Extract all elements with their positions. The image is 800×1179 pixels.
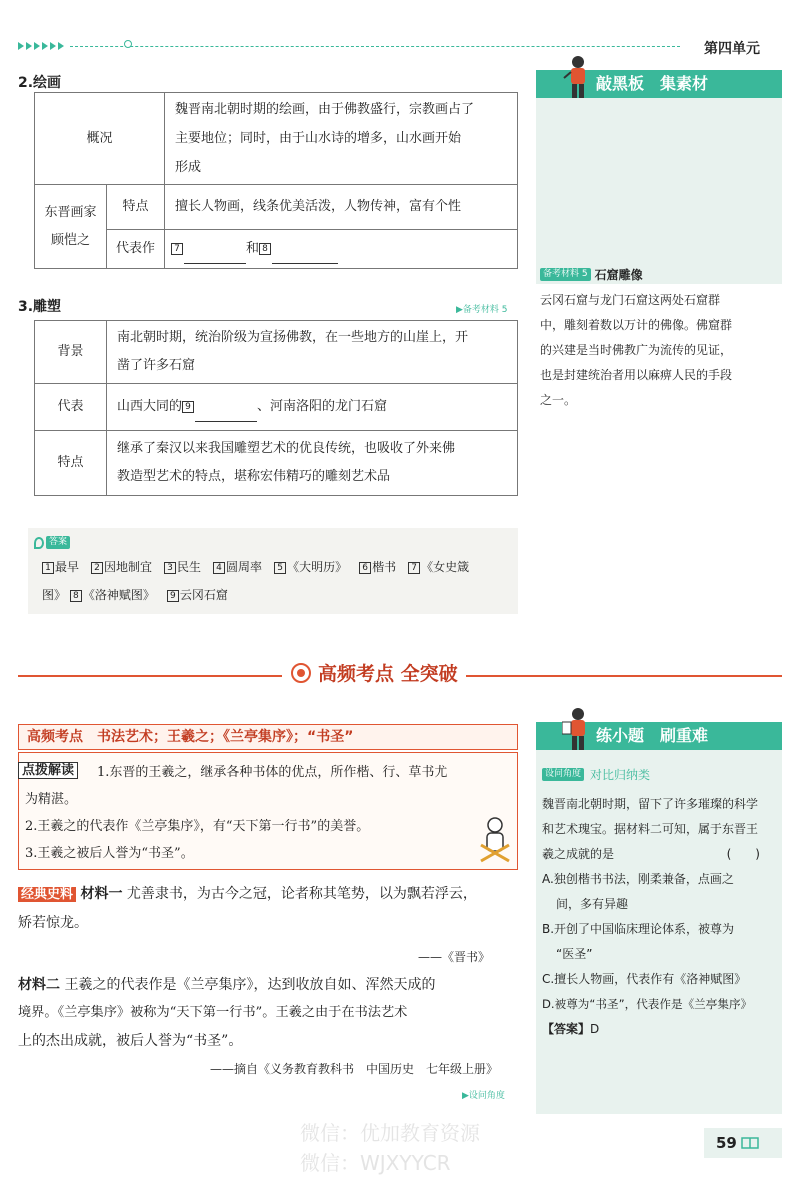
option-b: B.开创了中国临床理论体系，被尊为 [542,922,735,936]
background-cell [107,321,518,384]
answer-item [91,560,152,574]
option-b: “医圣” [556,947,593,961]
answer-number: 1 [42,562,54,574]
answer-number: 5 [274,562,286,574]
tip-text-line: 1.东晋的王羲之，继承各种书体的优点，所作楷、行、草书尤 [97,765,448,780]
answer-value: D [590,1022,600,1036]
answer-number: 3 [164,562,176,574]
answer-number: 7 [408,562,420,574]
question-stem-end: 羲之成就的是 [542,847,615,861]
panel-title-b: 刷重难 [660,726,709,745]
answers-row [42,558,481,575]
angle-header [542,766,650,783]
banner-title: 高频考点 全突破 [318,659,458,686]
feature-text-line: 继承了秦汉以来我国雕塑艺术的优良传统，也吸收了外来佛 [117,441,456,456]
answer-text: 《大明历》 [287,560,348,574]
material-1-text: 尤善隶书，为古今之冠，论者称其笔势，以为飘若浮云， [126,886,477,902]
painter-label [35,185,107,269]
answers-row [42,586,240,603]
answer-paren: ( ) [726,847,760,861]
banner [282,659,466,686]
mascot-figure-icon [475,815,515,867]
material-text-line: 的兴建是当时佛教广为流传的见证， [540,343,733,357]
answer-text: 图》 [42,588,67,602]
header-circle-decoration [124,40,132,48]
option-a: 间，多有异趣 [556,897,629,911]
fill-blank [195,404,257,422]
option-c: C.擅长人物画，代表作有《洛神赋图》 [542,972,747,986]
material-2-source: ——摘自《义务教育教科书 中国历史 七年级上册》 [209,1062,498,1076]
material-2-text: 境界。《兰亭集序》被称为“天下第一行书”。王羲之由于在书法艺术 [18,1005,408,1020]
unit-title: 第四单元 [704,41,760,57]
answer-text: 民生 [177,560,202,574]
background-text-line: 南北朝时期，统治阶级为宣扬佛教，在一些地方的山崖上，开 [117,330,469,345]
works-cell [165,230,518,269]
background-text-line: 凿了许多石窟 [117,358,196,373]
book-icon [741,1136,759,1150]
watermark-line: 微信：优加教育资源 [300,1121,480,1145]
feature-text-line: 教造型艺术的特点，堪称宏伟精巧的雕刻艺术品 [117,469,391,484]
table-row [35,384,518,431]
fill-blank [272,246,338,264]
representative-cell [107,384,518,431]
tip-text-line: 为精湛。 [25,792,78,807]
panel-title-a: 练小题 [596,726,645,745]
blank-number: 9 [182,401,194,413]
answer-item [70,588,155,602]
panel-title-b: 集素材 [660,74,709,93]
option-a: A.独创楷书书法，刚柔兼备，点画之 [542,872,734,886]
feature-label: 特点 [107,185,165,230]
table-row [35,230,518,269]
answer-number: 8 [70,590,82,602]
answer-number: 2 [91,562,103,574]
material-text-line: 云冈石窟与龙门石窟这两处石窟群 [540,293,721,307]
material-title: 石窟雕像 [594,268,643,282]
material-text-line: 中，雕刻着数以万计的佛像。佛窟群 [540,318,733,332]
answer-item [164,560,201,574]
material-1-text: 矫若惊龙。 [18,915,88,931]
material-tag: 备考材料 5 [540,268,591,281]
watermark-line: 微信：WJXYYCR [300,1151,451,1175]
history-section [18,880,518,1083]
blank-number: 8 [259,243,271,255]
answer-text: 最早 [55,560,80,574]
answer-text: 圆周率 [226,560,263,574]
student-figure-icon [562,706,594,752]
table-row [35,321,518,384]
answer-text: 云冈石窟 [179,588,228,602]
section-2-title: 2.绘画 [18,75,62,91]
panel-title-a: 敲黑板 [596,74,645,93]
question-angle-link[interactable]: ▶设问角度 [462,1091,505,1101]
answer-item [167,588,228,602]
answers-box [28,528,518,614]
answer-text: 《洛神赋图》 [82,588,155,602]
table-row [35,431,518,496]
painter-label-line: 东晋画家 [44,204,97,220]
history-tag: 经典史料 [18,887,76,902]
material-2-text: 上的杰出成就，被后人誉为“书圣”。 [18,1033,243,1049]
question-text-line [542,842,778,867]
header-dashed-line [70,46,680,47]
table-row [35,185,518,230]
overview-text-line: 魏晋南北朝时期的绘画，由于佛教盛行，宗教画占了 [175,102,475,117]
feature-text: 擅长人物画，线条优美活泼，人物传神，富有个性 [165,185,518,230]
tip-text [25,759,505,867]
overview-text-line: 主要地位；同时，由于山水诗的增多，山水画开始 [175,131,462,146]
header-arrows-decoration [18,42,66,52]
practice-panel [536,722,782,1114]
material-header [540,266,643,283]
overview-text-line: 形成 [175,160,202,175]
answer-text: 因地制宜 [104,560,153,574]
answers-tag: 答案 [46,536,70,549]
option-d: D.被尊为“书圣”，代表作是《兰亭集序》 [542,997,753,1011]
representative-suffix: 、河南洛阳的龙门石窟 [257,399,388,414]
table-row [35,93,518,185]
question-text-line: 和艺术瑰宝。据材料二可知，属于东晋王 [542,822,759,836]
material-1-label: 材料一 [80,886,123,902]
material-text-line: 也是封建统治者用以麻痹人民的手段 [540,368,733,382]
fill-blank [184,246,246,264]
answer-text: 《女史箴 [421,560,470,574]
tip-text-line: 2.王羲之的代表作《兰亭集序》，有“天下第一行书”的美誉。 [25,819,370,834]
blackboard-panel [536,70,782,284]
material-text-line: 之一。 [540,393,577,407]
representative-label: 代表 [35,384,107,431]
hot-point-bar: 高频考点 书法艺术；王羲之；《兰亭集序》；“书圣” [18,724,518,750]
overview-cell [165,93,518,185]
material-text [540,288,780,413]
sculpture-table [34,320,518,496]
tip-text-line: 3.王羲之被后人誉为“书圣”。 [25,846,194,861]
painter-label-line: 顾恺之 [50,232,90,248]
answer-text: 楷书 [372,560,397,574]
answers-header [34,536,70,549]
target-icon [290,662,312,684]
watermark [300,1118,480,1178]
key-icon [34,537,44,549]
material-2 [18,971,518,999]
page-number: 59 [716,1134,737,1152]
answer-item [213,560,262,574]
representative-prefix: 山西大同的 [117,399,183,414]
background-label: 背景 [35,321,107,384]
answer-item [42,560,79,574]
material-2-text: 王羲之的代表作是《兰亭集序》，达到收放自如、浑然天成的 [64,977,436,993]
overview-label: 概况 [35,93,165,185]
answer-item [274,560,347,574]
answer-number: 6 [359,562,371,574]
answer-number: 9 [167,590,179,602]
blank-number: 7 [171,243,183,255]
section-3-title: 3.雕塑 [18,299,62,315]
material-2-label: 材料二 [18,977,60,993]
feature-cell [107,431,518,496]
page-number-box [704,1128,782,1158]
answer-item [359,560,396,574]
answer-item [408,560,469,574]
tip-label: 点拨解读 [18,762,78,779]
material-1-source: ——《晋书》 [417,950,490,964]
teacher-figure-icon [562,54,594,100]
material-1 [18,880,518,909]
answer-line [542,1017,778,1042]
angle-text: 对比归纳类 [590,768,651,782]
answer-label: 【答案】 [542,1022,591,1036]
tip-box [18,752,518,870]
angle-tag: 设问角度 [542,768,584,781]
question-text-line: 魏晋南北朝时期，留下了许多璀璨的科学 [542,797,759,811]
material-ref-link[interactable]: ▶备考材料 5 [456,305,508,315]
works-and: 和 [246,241,260,256]
feature-label: 特点 [35,431,107,496]
painting-table [34,92,518,269]
works-label: 代表作 [107,230,165,269]
answer-number: 4 [213,562,225,574]
question [542,792,778,1042]
